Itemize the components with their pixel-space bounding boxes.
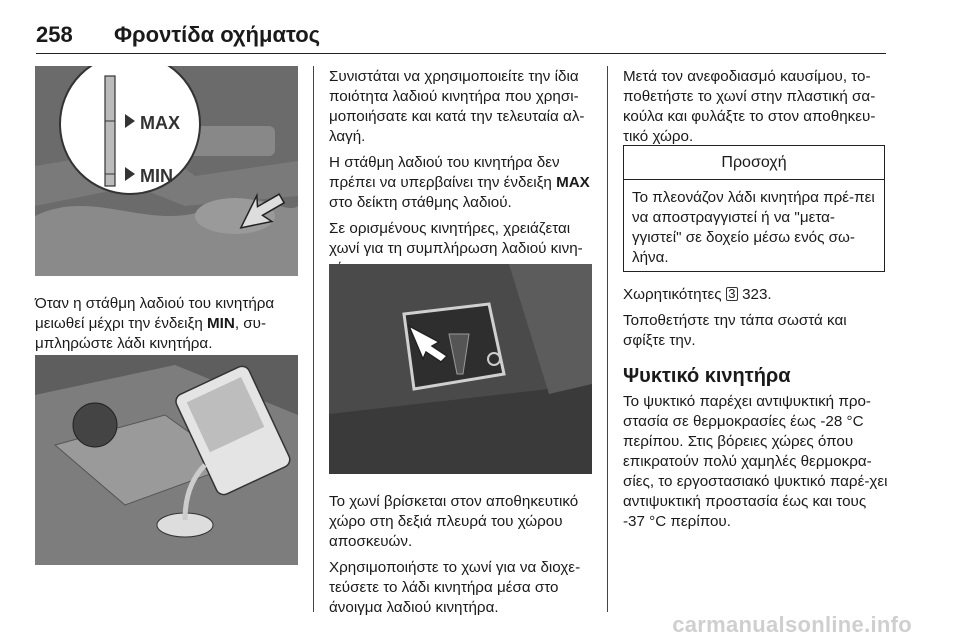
col3-coolant-text (623, 392, 888, 538)
column-divider (313, 66, 314, 612)
col1-caption (35, 294, 300, 360)
oil-pouring-illustration (35, 355, 298, 565)
reference-arrow-icon: 3 (726, 287, 738, 301)
oil-filling-figure (35, 355, 298, 565)
funnel-storage-figure (329, 264, 592, 474)
paragraph: Συνιστάται να χρησιμοποιείτε την ίδια ποιότητα λαδιού κινητήρα που χρησι-μοποιήσατε και κατά την τελευταία αλ-λαγή. (329, 68, 585, 145)
caution-body: Το πλεονάζον λάδι κινητήρα πρέ-πει να αποστραγγιστεί ή να "μετα-γγιστεί" σε δοχείο μέσω ενός σω-λήνα. (632, 189, 875, 266)
col2-top-text (329, 67, 594, 285)
paragraph: Σε ορισμένους κινητήρες, χρειάζεται χωνί για τη συμπλήρωση λαδιού κινη- (329, 220, 583, 257)
caution-box (623, 145, 885, 272)
cross-reference: Χωρητικότητες 3 323. (623, 286, 772, 303)
funnel-illustration (329, 264, 592, 474)
section-title: Ψυκτικό κινητήρα (623, 365, 791, 387)
paragraph: Μετά τον ανεφοδιασμό καυσίμου, το-ποθετήστε το χωνί στην πλαστική σα-κούλα και φυλάξτε το στον αποθηκευ-τικό χώρο. (623, 68, 876, 145)
caption-text: Όταν η στάθμη λαδιού του κινητήρα μειωθεί μέχρι την ένδειξη MIN, συ-μπληρώστε λάδι κινητήρα. (35, 295, 275, 352)
dipstick-figure (35, 66, 298, 276)
page-title: Φροντίδα οχήματος (114, 22, 321, 47)
max-label: MAX (140, 113, 180, 133)
paragraph: Η στάθμη λαδιού του κινητήρα δεν πρέπει να υπερβαίνει την ένδειξη MAX στο δείκτη στάθμης λαδιού. (329, 154, 590, 211)
page-number: 258 (36, 22, 73, 47)
paragraph: Τοποθετήστε την τάπα σωστά και σφίξτε την. (623, 312, 847, 349)
paragraph: Το χωνί βρίσκεται στον αποθηκευτικό χώρο στη δεξιά πλευρά του χώρου αποσκευών. (329, 493, 579, 550)
col3-intro (623, 67, 888, 153)
min-label: MIN (140, 166, 173, 186)
column-divider (607, 66, 608, 612)
paragraph: Το ψυκτικό παρέχει αντιψυκτική προ-στασία σε θερμοκρασίες έως -28 °C περίπου. Στις βόρειες χώρες όπου επικρατούν πολύ χαμηλές θερμοκρα-σίες, το εργοστασιακό ψυκτικό παρέ-χει αντιψυκτική προστασία έως και τους -37 °C περίπου. (623, 393, 888, 530)
caution-title: Προσοχή (624, 146, 884, 180)
paragraph: Χρησιμοποιήστε το χωνί για να διοχε-τεύσετε το λάδι κινητήρα μέσα στο άνοιγμα λαδιού κινητήρα. (329, 559, 581, 616)
page-header (36, 22, 886, 54)
col3-mid-text (623, 285, 888, 357)
col2-bottom-text (329, 492, 594, 624)
watermark: carmanualsonline.info (672, 612, 912, 637)
